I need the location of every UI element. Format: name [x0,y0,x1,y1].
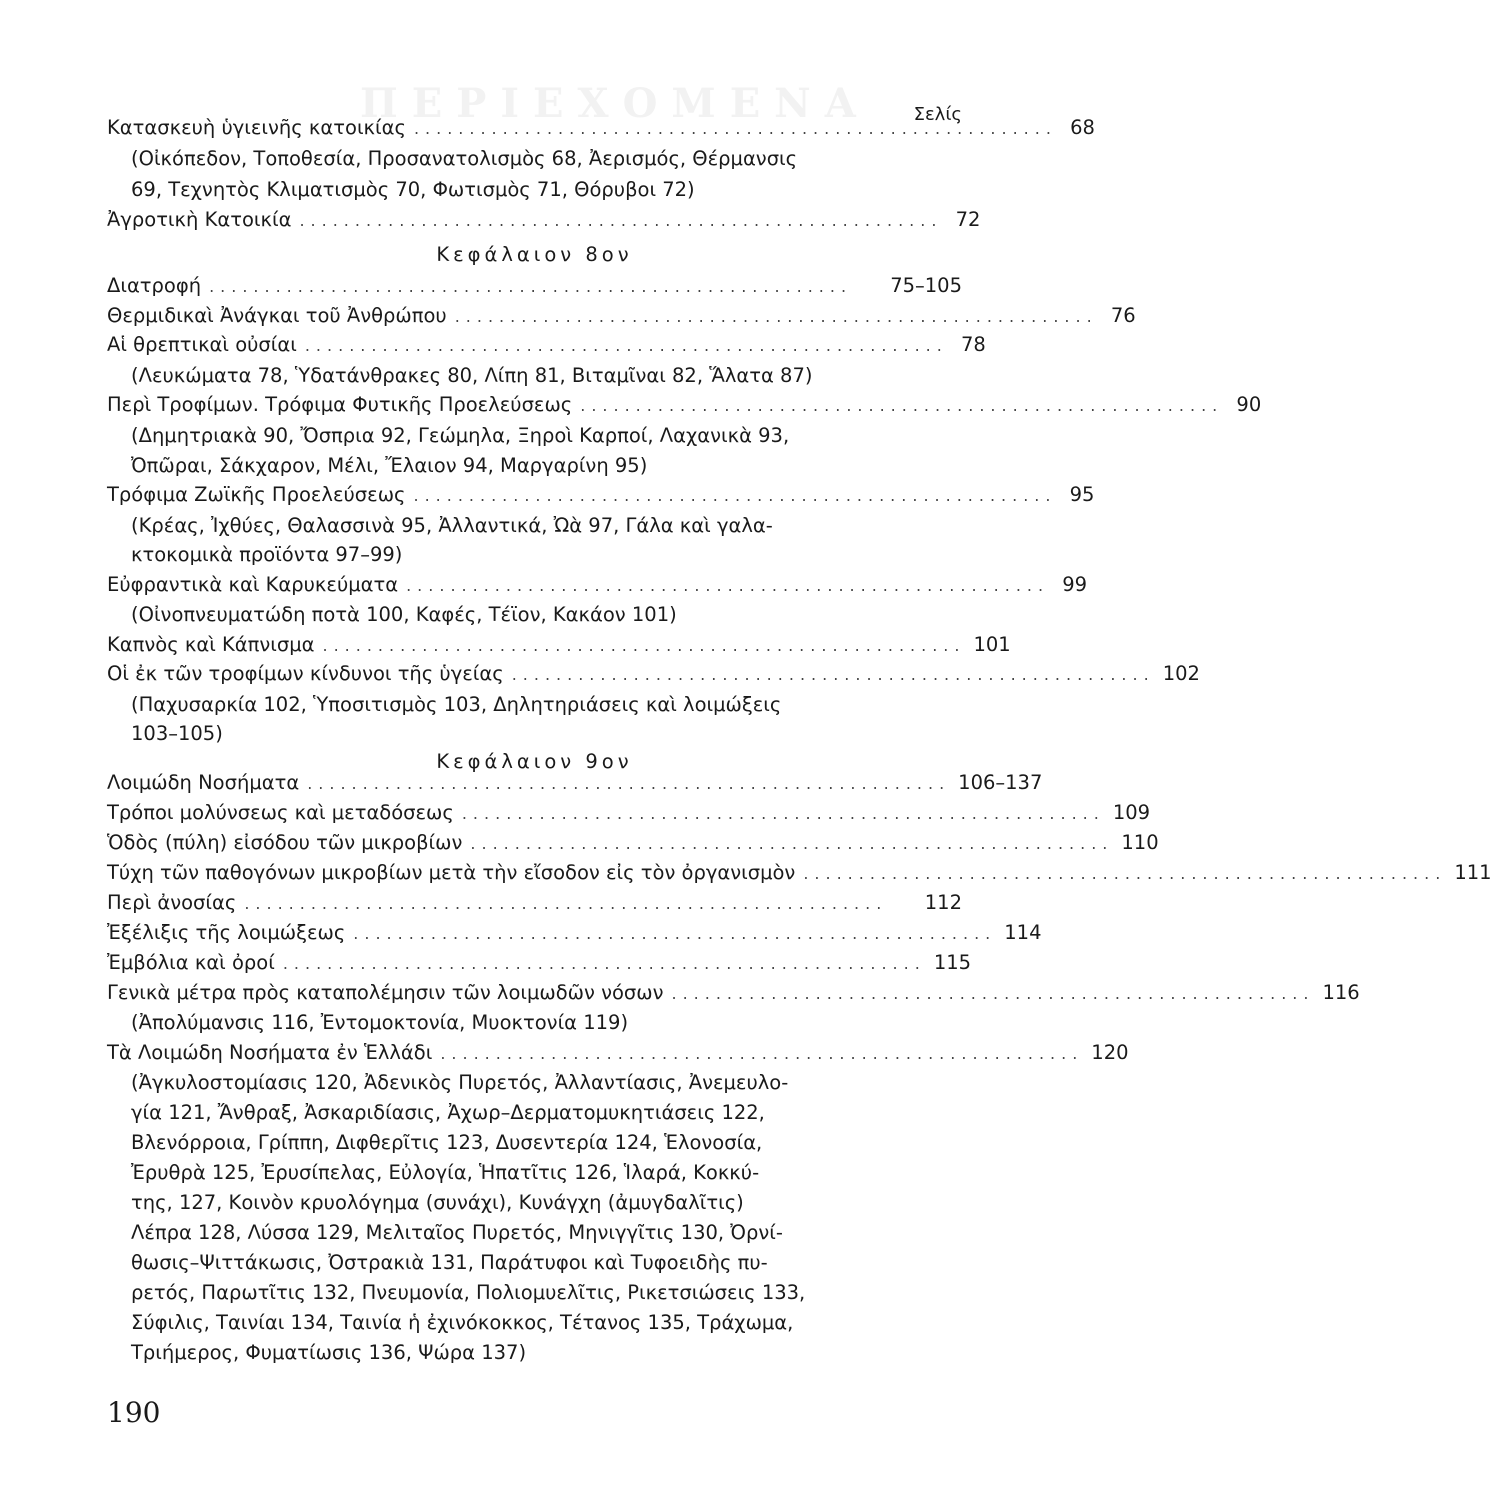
entry-page: 102 [1162,662,1200,685]
dot-leader: .......................................................... [461,804,1105,823]
entry-title: Ἐμβόλια καὶ ὀροί [107,951,275,974]
entry-detail: (Ἀγκυλοστομίασις 120, Ἀδενικὸς Πυρετός, Ἀλλαντίασις, Ἀνεμευλο- [131,1071,789,1094]
entry-page: 95 [1069,483,1095,506]
dot-leader: .......................................................... [511,665,1155,684]
chapter-heading: Κεφάλαιον 8ον [436,243,633,266]
entry-detail: Βλενόρροια, Γρίππη, Διφθερῖτις 123, Δυσεντερία 124, Ἑλονοσία, [131,1131,763,1154]
entry-page: 68 [1070,116,1095,139]
entry-title: Ὁδὸς (πύλη) εἰσόδου τῶν μικροβίων [107,831,463,854]
toc-entry [107,798,1151,828]
entry-page: 90 [1236,393,1262,416]
toc-entry [107,301,1136,331]
dot-leader: .......................................................... [413,486,1057,505]
entry-page: 120 [1091,1041,1129,1064]
dot-leader: .......................................................... [209,277,853,296]
toc-entry [107,659,1200,689]
entry-detail: 103–105) [131,722,223,745]
entry-title: Τύχη τῶν παθογόνων μικροβίων μετὰ τὴν εἴσοδον εἰς τὸν ὀργανισμὸν [107,861,796,884]
dot-leader: .......................................................... [304,336,948,355]
dot-leader: .......................................................... [671,984,1315,1003]
dot-leader: .......................................................... [322,636,966,655]
entry-page: 101 [973,633,1011,656]
toc-entry [107,918,1042,948]
toc-entry [107,768,1043,798]
entry-detail: 69, Τεχνητὸς Κλιματισμὸς 70, Φωτισμὸς 71, Θόρυβοι 72) [131,178,695,201]
entry-detail: (Ἀπολύμανσις 116, Ἐντομοκτονία, Μυοκτονία 119) [131,1011,629,1034]
dot-leader: .......................................................... [406,576,1050,595]
dot-leader: .......................................................... [580,396,1224,415]
entry-page: 116 [1322,981,1360,1004]
toc-entry [107,978,1360,1008]
entry-page: 72 [955,208,981,231]
toc-entry [107,888,962,918]
toc-entry [107,828,1159,858]
entry-title: Τὰ Λοιμώδη Νοσήματα ἐν Ἑλλάδι [107,1041,433,1064]
entry-title: Τρόποι μολύνσεως καὶ μεταδόσεως [107,801,454,824]
toc-entry [107,113,1095,143]
entry-detail: (Οἰνοπνευματώδη ποτὰ 100, Καφές, Τέϊον, Κακάον 101) [131,603,677,626]
entry-title: Γενικὰ μέτρα πρὸς καταπολέμησιν τῶν λοιμωδῶν νόσων [107,981,664,1004]
dot-leader: .......................................................... [244,894,888,913]
entry-title: Κατασκευὴ ὑγιεινῆς κατοικίας [107,116,406,139]
entry-page: 115 [933,951,972,974]
dot-leader: .......................................................... [282,954,926,973]
dot-leader: .......................................................... [440,1044,1084,1063]
dot-leader: .......................................................... [299,211,943,230]
dot-leader: .......................................................... [470,834,1114,853]
entry-title: Ἀγροτικὴ Κατοικία [107,208,292,231]
toc-entry [107,480,1095,510]
page-column-header: Σελίς [913,104,962,125]
dot-leader: .......................................................... [803,864,1447,883]
toc-entry [107,390,1262,420]
chapter-heading: Κεφάλαιον 9ον [436,750,633,773]
toc-entry [107,948,972,978]
entry-detail: Ὀπῶραι, Σάκχαρον, Μέλι, Ἔλαιον 94, Μαργαρίνη 95) [131,454,648,477]
entry-detail: (Παχυσαρκία 102, Ὑποσιτισμὸς 103, Δηλητηριάσεις καὶ λοιμώξεις [131,693,782,716]
entry-page: 110 [1121,831,1159,854]
entry-page: 75–105 [890,274,962,297]
entry-page: 112 [924,891,962,914]
entry-title: Καπνὸς καὶ Κάπνισμα [107,633,315,656]
entry-page: 99 [1062,573,1088,596]
entry-page: 106–137 [958,771,1043,794]
entry-detail: γία 121, Ἄνθραξ, Ἀσκαριδίασις, Ἀχωρ–Δερματομυκητιάσεις 122, [131,1101,765,1124]
toc-entry [107,858,1492,888]
toc-entry [107,271,962,301]
entry-title: Λοιμώδη Νοσήματα [107,771,300,794]
entry-title: Εὐφραντικὰ καὶ Καρυκεύματα [107,573,399,596]
entry-detail: (Οἰκόπεδον, Τοποθεσία, Προσανατολισμὸς 68, Ἀερισμός, Θέρμανσις [131,147,798,170]
entry-title: Περὶ Τροφίμων. Τρόφιμα Φυτικῆς Προελεύσεως [107,393,573,416]
entry-detail: (Κρέας, Ἰχθύες, Θαλασσινὰ 95, Ἀλλαντικά, Ὠὰ 97, Γάλα καὶ γαλα- [131,514,773,537]
entry-detail: Ἐρυθρὰ 125, Ἐρυσίπελας, Εὐλογία, Ἡπατῖτις 126, Ἱλαρά, Κοκκύ- [131,1161,760,1184]
toc-entry [107,1038,1129,1068]
entry-title: Διατροφή [107,274,202,297]
entry-detail: (Δημητριακὰ 90, Ὄσπρια 92, Γεώμηλα, Ξηροὶ Καρποί, Λαχανικὰ 93, [131,424,790,447]
entry-detail: κτοκομικὰ προϊόντα 97–99) [131,543,403,566]
entry-title: Τρόφιμα Ζωϊκῆς Προελεύσεως [107,483,406,506]
show-through-title: ΠΕΡΙΕΧΟΜΕΝΑ [360,80,870,127]
entry-title: Οἱ ἐκ τῶν τροφίμων κίνδυνοι τῆς ὑγείας [107,662,504,685]
entry-title: Αἱ θρεπτικαὶ οὐσίαι [107,333,297,356]
entry-detail: θωσις–Ψιττάκωσις, Ὀστρακιὰ 131, Παράτυφοι καὶ Τυφοειδὴς πυ- [131,1251,768,1274]
toc-entry [107,330,986,360]
dot-leader: .......................................................... [353,924,997,943]
entry-page: 109 [1112,801,1151,824]
toc-entry [107,205,981,235]
dot-leader: .......................................................... [454,307,1098,326]
entry-page: 76 [1110,304,1136,327]
entry-page: 78 [961,333,986,356]
entry-detail: Τριήμερος, Φυματίωσις 136, Ψώρα 137) [131,1341,527,1364]
entry-detail: Σύφιλις, Ταινίαι 134, Ταινία ἡ ἐχινόκοκκος, Τέτανος 135, Τράχωμα, [131,1311,794,1334]
page-number: 190 [107,1396,161,1429]
entry-detail: Λέπρα 128, Λύσσα 129, Μελιταῖος Πυρετός, Μηνιγγῖτις 130, Ὀρνί- [131,1221,783,1244]
entry-page: 111 [1454,861,1492,884]
toc-entry [107,630,1011,660]
entry-title: Θερμιδικαὶ Ἀνάγκαι τοῦ Ἀνθρώπου [107,304,447,327]
entry-title: Περὶ ἀνοσίας [107,891,237,914]
dot-leader: .......................................................... [307,774,951,793]
entry-title: Ἐξέλιξις τῆς λοιμώξεως [107,921,346,944]
entry-detail: ρετός, Παρωτῖτις 132, Πνευμονία, Πολιομυελῖτις, Ρικετσιώσεις 133, [131,1281,806,1304]
dot-leader: .......................................................... [413,119,1057,138]
toc-entry [107,570,1088,600]
entry-page: 114 [1004,921,1042,944]
entry-detail: (Λευκώματα 78, Ὑδατάνθρακες 80, Λίπη 81, Βιταμῖναι 82, Ἅλατα 87) [131,364,813,387]
entry-detail: της, 127, Κοινὸν κρυολόγημα (συνάχι), Κυνάγχη (ἀμυγδαλῖτις) [131,1191,744,1214]
